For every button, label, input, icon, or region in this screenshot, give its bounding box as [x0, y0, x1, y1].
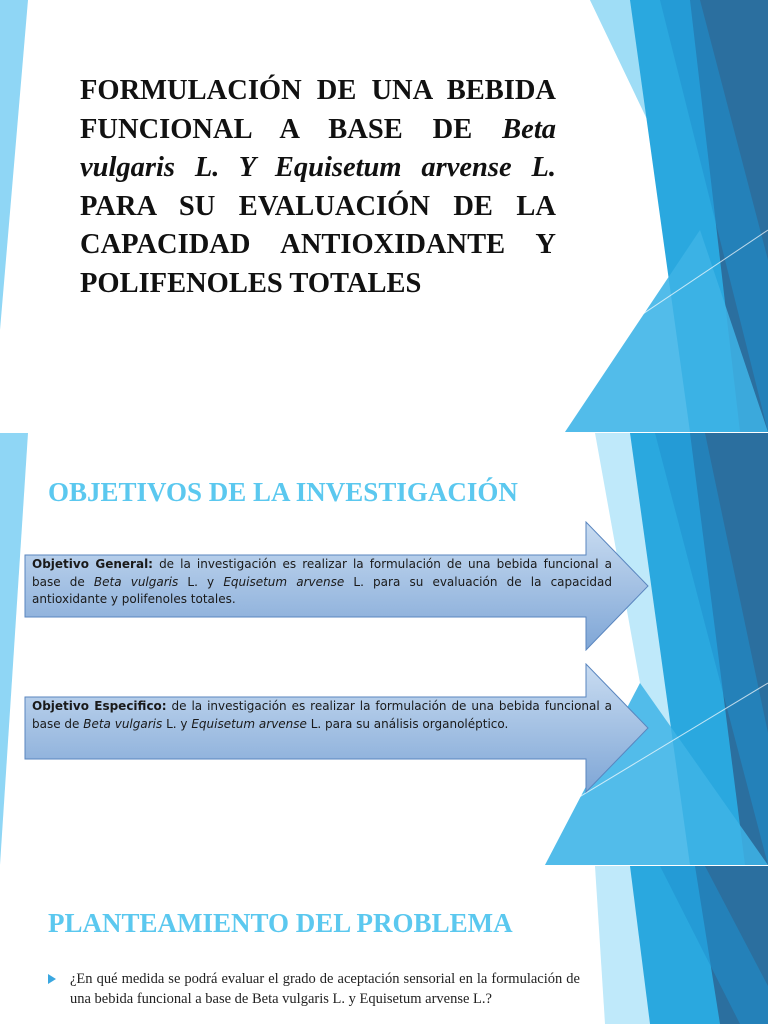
objective-label: Objetivo Especifico: [32, 699, 167, 713]
species-name: Equisetum arvense [223, 574, 345, 589]
species-name: Beta vulgaris [83, 716, 163, 731]
objectives-heading: OBJETIVOS DE LA INVESTIGACIÓN [48, 477, 518, 507]
species-name: Equisetum arvense [191, 716, 307, 731]
objective-text: de la investigación es realizar la formulación de una bebida funcional a base de [32, 557, 613, 589]
bullet-triangle-icon [48, 974, 56, 984]
objective-text: L. y [178, 574, 224, 589]
objective-specific-arrow [24, 663, 650, 793]
presentation-title [80, 72, 556, 303]
slide-title [0, 0, 768, 432]
objective-text: L. y [162, 716, 192, 731]
objective-general-text [32, 556, 612, 609]
problem-question: ¿En qué medida se podrá evaluar el grado de aceptación sensorial en la formulación de una bebida funcional a base de Beta vulgaris L. y Equisetum arvense L.? [70, 971, 580, 1007]
list-item [48, 970, 580, 1009]
title-part-1: FORMULACIÓN DE UNA BEBIDA FUNCIONAL A BASE DE [80, 75, 556, 145]
title-species: Beta vulgaris L. Y Equisetum arvense L. [80, 113, 556, 183]
species-name: Beta vulgaris [93, 574, 179, 589]
objective-label: Objetivo General: [32, 557, 153, 571]
slide-problem [0, 866, 768, 1024]
objective-general-arrow [24, 521, 650, 651]
slide-objectives [0, 433, 768, 865]
objective-text: de la investigación es realizar la formulación de una bebida funcional a base de [32, 699, 613, 731]
objective-specific-text [32, 698, 612, 733]
objective-text: L. para su análisis organoléptico. [306, 716, 509, 731]
problem-heading: PLANTEAMIENTO DEL PROBLEMA [48, 908, 513, 938]
objective-text: L. para su evaluación de la capacidad antioxidante y polifenoles totales. [32, 574, 613, 606]
title-part-2: PARA SU EVALUACIÓN DE LA CAPACIDAD ANTIOXIDANTE Y POLIFENOLES TOTALES [80, 190, 556, 299]
